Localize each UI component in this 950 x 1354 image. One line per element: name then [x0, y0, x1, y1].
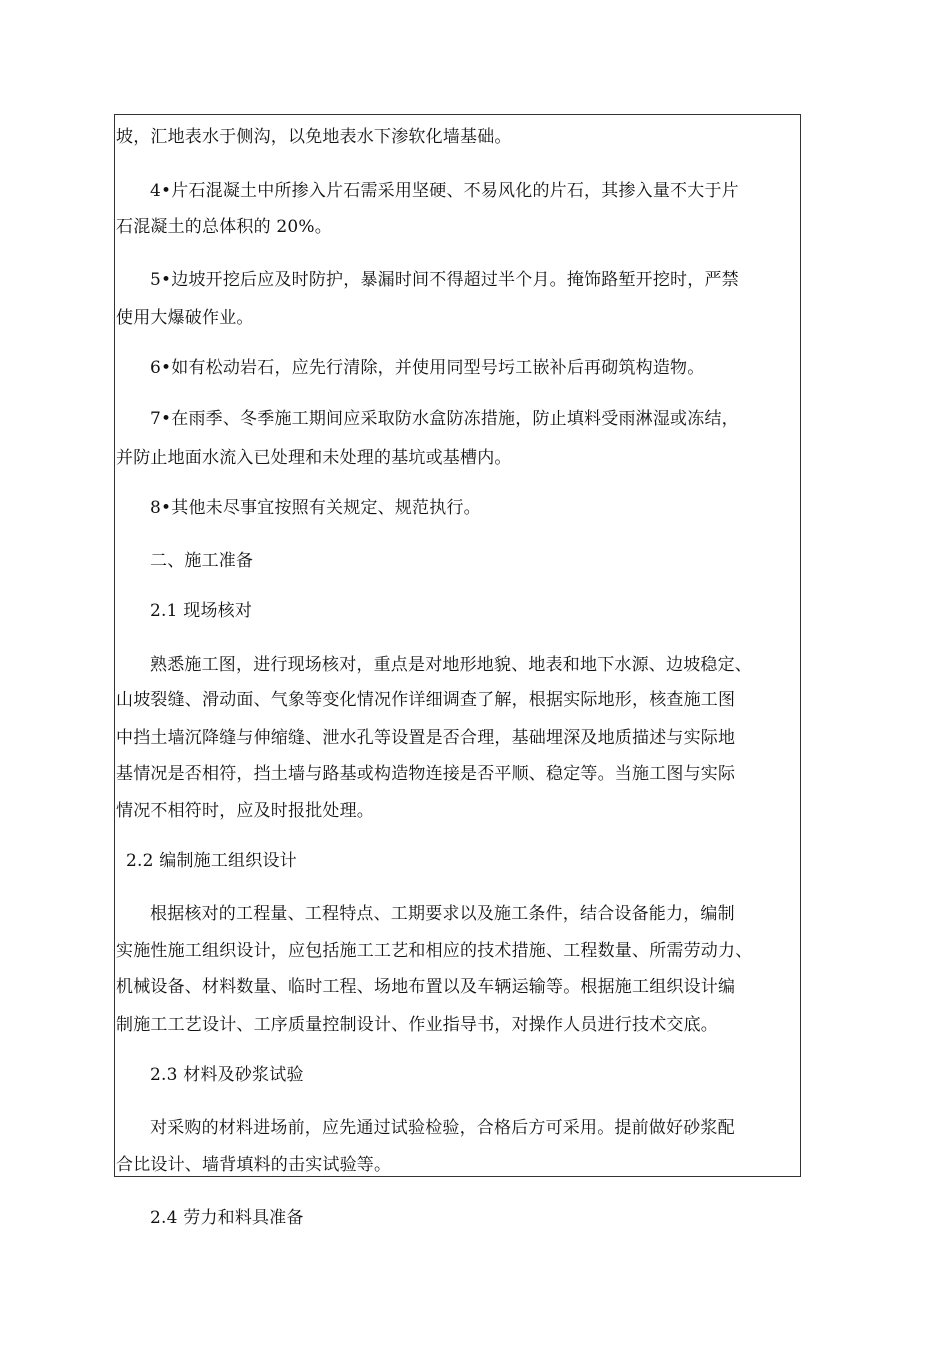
text-line: 5•边坡开挖后应及时防护，暴漏时间不得超过半个月。掩饰路堑开挖时，严禁: [150, 270, 739, 290]
text-line: 熟悉施工图，进行现场核对，重点是对地形地貌、地表和地下水源、边坡稳定、: [150, 655, 752, 675]
text-line: 基情况是否相符，挡土墙与路基或构造物连接是否平顺、稳定等。当施工图与实际: [116, 764, 736, 784]
text-line: 石混凝土的总体积的 20%。: [116, 217, 332, 237]
text-line: 根据核对的工程量、工程特点、工期要求以及施工条件，结合设备能力，编制: [150, 904, 735, 924]
text-line: 4•片石混凝土中所掺入片石需采用坚硬、不易风化的片石，其掺入量不大于片: [150, 181, 739, 201]
subsection-heading: 2.4 劳力和料具准备: [150, 1208, 304, 1228]
text-line: 制施工工艺设计、工序质量控制设计、作业指导书，对操作人员进行技术交底。: [116, 1015, 718, 1035]
text-line: 使用大爆破作业。: [116, 308, 254, 328]
text-line: 坡，汇地表水于侧沟，以免地表水下渗软化墙基础。: [116, 127, 512, 147]
text-line: 并防止地面水流入已处理和未处理的基坑或基槽内。: [116, 448, 512, 468]
subsection-heading: 2.1 现场核对: [150, 601, 253, 621]
text-line: 对采购的材料进场前，应先通过试验检验，合格后方可采用。提前做好砂浆配: [150, 1118, 735, 1138]
text-line: 6•如有松动岩石，应先行清除，并使用同型号圬工嵌补后再砌筑构造物。: [150, 358, 705, 378]
section-heading: 二、施工准备: [150, 551, 254, 571]
text-line: 情况不相符时，应及时报批处理。: [116, 801, 374, 821]
text-line: 实施性施工组织设计，应包括施工工艺和相应的技术措施、工程数量、所需劳动力、: [116, 941, 753, 961]
text-line: 合比设计、墙背填料的击实试验等。: [116, 1155, 392, 1175]
text-line: 8•其他未尽事宜按照有关规定、规范执行。: [150, 498, 481, 518]
text-line: 7•在雨季、冬季施工期间应采取防水盒防冻措施，防止填料受雨淋湿或冻结，: [150, 409, 739, 429]
text-line: 中挡土墙沉降缝与伸缩缝、泄水孔等设置是否合理，基础埋深及地质描述与实际地: [116, 728, 736, 748]
text-line: 山坡裂缝、滑动面、气象等变化情况作详细调查了解，根据实际地形，核查施工图: [116, 690, 736, 710]
subsection-heading: 2.2 编制施工组织设计: [126, 851, 297, 871]
text-line: 机械设备、材料数量、临时工程、场地布置以及车辆运输等。根据施工组织设计编: [116, 977, 736, 997]
subsection-heading: 2.3 材料及砂浆试验: [150, 1065, 304, 1085]
